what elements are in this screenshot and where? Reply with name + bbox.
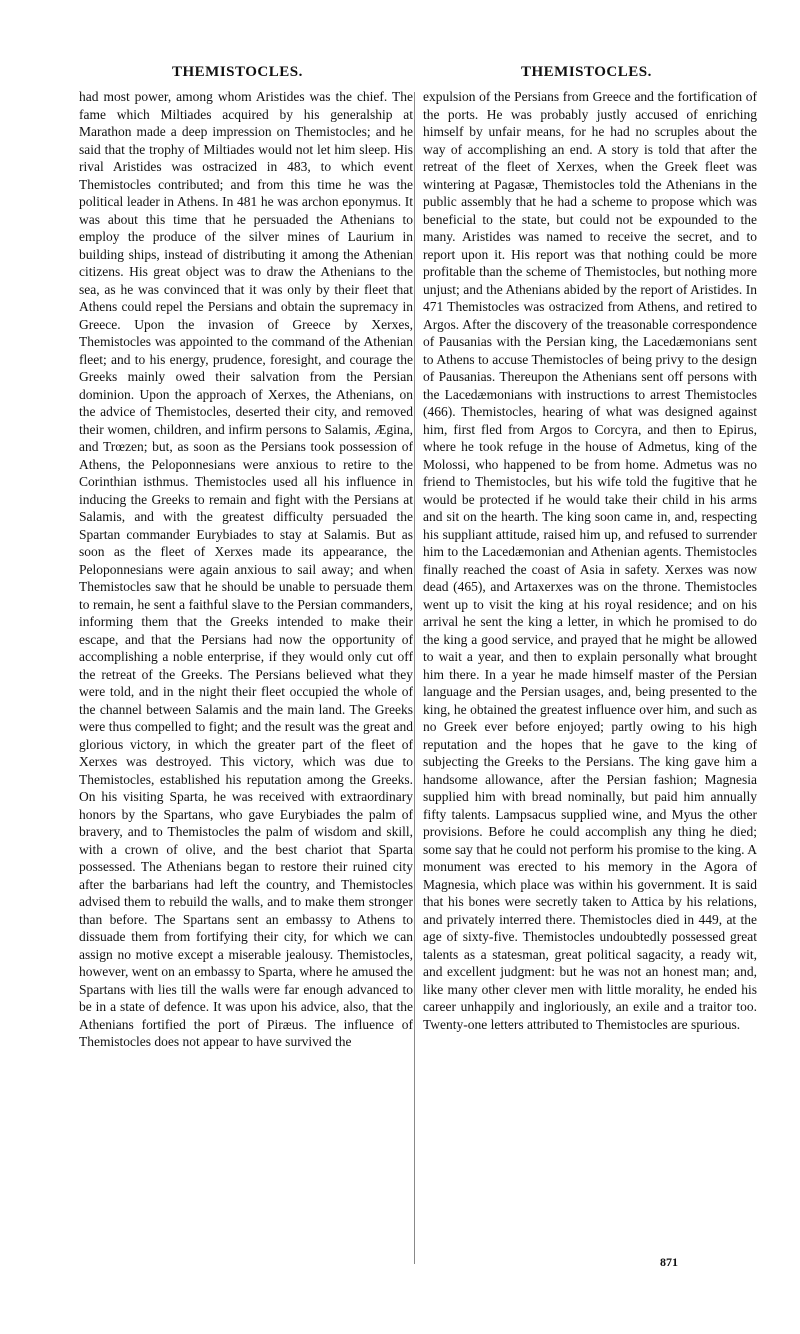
text-column-right bbox=[423, 88, 757, 1268]
entry-text-right: expulsion of the Persians from Greece and the fortification of the ports. He was probably justly accused of enriching himself by unfair means, for he had no scruples about the way of accomplishing an end. A story is told that after the retreat of the fleet of Xerxes, when the Greek fleet was wintering at Pagasæ, Themistocles told the Athenians in the public assembly that he had a scheme to propose which was beneficial to the state, but could not be expounded to the many. Aristides was named to receive the secret, and to report upon it. His report was that nothing could be more profitable than the scheme of Themistocles, but nothing more unjust; and the Athenians abided by the report of Aristides. In 471 Themistocles was ostracized from Athens, and retired to Argos. After the discovery of the treasonable correspondence of Pausanias with the Persian king, the Lacedæmonians sent to Athens to accuse Themistocles of being privy to the design of Pausanias. Thereupon the Athenians sent off persons with the Lacedæmonians with instructions to arrest Themistocles (466). Themistocles, hearing of what was designed against him, first fled from Argos to Corcyra, and then to Epirus, where he took refuge in the house of Admetus, king of the Molossi, who happened to be from home. Admetus was no friend to Themistocles, but his wife told the fugitive that he would be protected if he would take their child in his arms and sit on the hearth. The king soon came in, and, respecting his suppliant attitude, raised him up, and refused to surrender him to the Lacedæmonian and Athenian agents. Themistocles finally reached the coast of Asia in safety. Xerxes was now dead (465), and Artaxerxes was on the throne. Themistocles went up to visit the king at his royal residence; and on his arrival he sent the king a letter, in which he promised to do the king a good service, and prayed that he might be allowed to wait a year, and then to explain personally what brought him there. In a year he made himself master of the Persian language and the Persian usages, and, being presented to the king, he obtained the greatest influence over him, and such as no Greek ever before enjoyed; partly owing to his high reputation and the hopes that he gave to the king of subjecting the Greeks to the Persians. The king gave him a handsome allowance, after the Persian fashion; Magnesia supplied him with bread nominally, but paid him annually fifty talents. Lampsacus supplied wine, and Myus the other provisions. Before he could accomplish any thing he died; some say that he could not perform his promise to the king. A monument was erected to his memory in the Agora of Magnesia, which place was within his government. It is said that his bones were secretly taken to Attica by his relations, and privately interred there. Themistocles died in 449, at the age of sixty-five. Themistocles undoubtedly possessed great talents as a statesman, great political sagacity, a ready wit, and excellent judgment: but he was not an honest man; and, like many other clever men with little morality, he ended his career unhappily and ingloriously, an exile and a traitor too. Twenty-one letters attributed to Themistocles are spurious. bbox=[423, 89, 757, 1032]
running-head-left: THEMISTOCLES. bbox=[172, 64, 303, 80]
page-number: 871 bbox=[660, 1255, 678, 1269]
entry-text-left: had most power, among whom Aristides was the chief. The fame which Miltiades acquired by his generalship at Marathon made a deep impression on Themistocles; and he said that the trophy of Miltiades would not let him sleep. His rival Aristides was ostracized in 483, to which event Themistocles contributed; and from this time he was the political leader in Athens. In 481 he was archon eponymus. It was about this time that he persuaded the Athenians to employ the produce of the silver mines of Laurium in building ships, instead of distributing it among the Athenian citizens. His great object was to draw the Athenians to the sea, as he was convinced that it was only by their fleet that Athens could repel the Persians and obtain the supremacy in Greece. Upon the invasion of Greece by Xerxes, Themistocles was appointed to the command of the Athenian fleet; and to his energy, prudence, foresight, and courage the Greeks mainly owed their salvation from the Persian dominion. Upon the approach of Xerxes, the Athenians, on the advice of Themistocles, deserted their city, and removed their women, children, and infirm persons to Salamis, Ægina, and Trœzen; but, as soon as the Persians took possession of Athens, the Peloponnesians were anxious to retire to the Corinthian isthmus. Themistocles used all his influence in inducing the Greeks to remain and fight with the Persians at Salamis, and with the greatest difficulty persuaded the Spartan commander Eurybiades to stay at Salamis. But as soon as the fleet of Xerxes made its appearance, the Peloponnesians were again anxious to sail away; and when Themistocles saw that he should be unable to persuade them to remain, he sent a faithful slave to the Persian commanders, informing them that the Greeks intended to make their escape, and that the Persians had now the opportunity of accomplishing a noble enterprise, if they would only cut off the retreat of the Greeks. The Persians believed what they were told, and in the night their fleet occupied the whole of the channel between Salamis and the main land. The Greeks were thus compelled to fight; and the result was the great and glorious victory, in which the greater part of the fleet of Xerxes was destroyed. This victory, which was due to Themistocles, established his reputation among the Greeks. On his visiting Sparta, he was received with extraordinary honors by the Spartans, who gave Eurybiades the palm of bravery, and to Themistocles the palm of wisdom and skill, with a crown of olive, and the best chariot that Sparta possessed. The Athenians began to restore their ruined city after the barbarians had left the country, and Themistocles advised them to rebuild the walls, and to make them stronger than before. The Spartans sent an embassy to Athens to dissuade them from fortifying their city, for which we can assign no motive except a miserable jealousy. Themistocles, however, went on an embassy to Sparta, where he amused the Spartans with lies till the walls were far enough advanced to be in a state of defence. It was upon his advice, also, that the Athenians fortified the port of Piræus. The influence of Themistocles does not appear to have survived the bbox=[79, 89, 413, 1049]
running-head-right: THEMISTOCLES. bbox=[521, 64, 652, 80]
text-column-left bbox=[79, 88, 413, 1268]
column-divider bbox=[414, 92, 415, 1264]
